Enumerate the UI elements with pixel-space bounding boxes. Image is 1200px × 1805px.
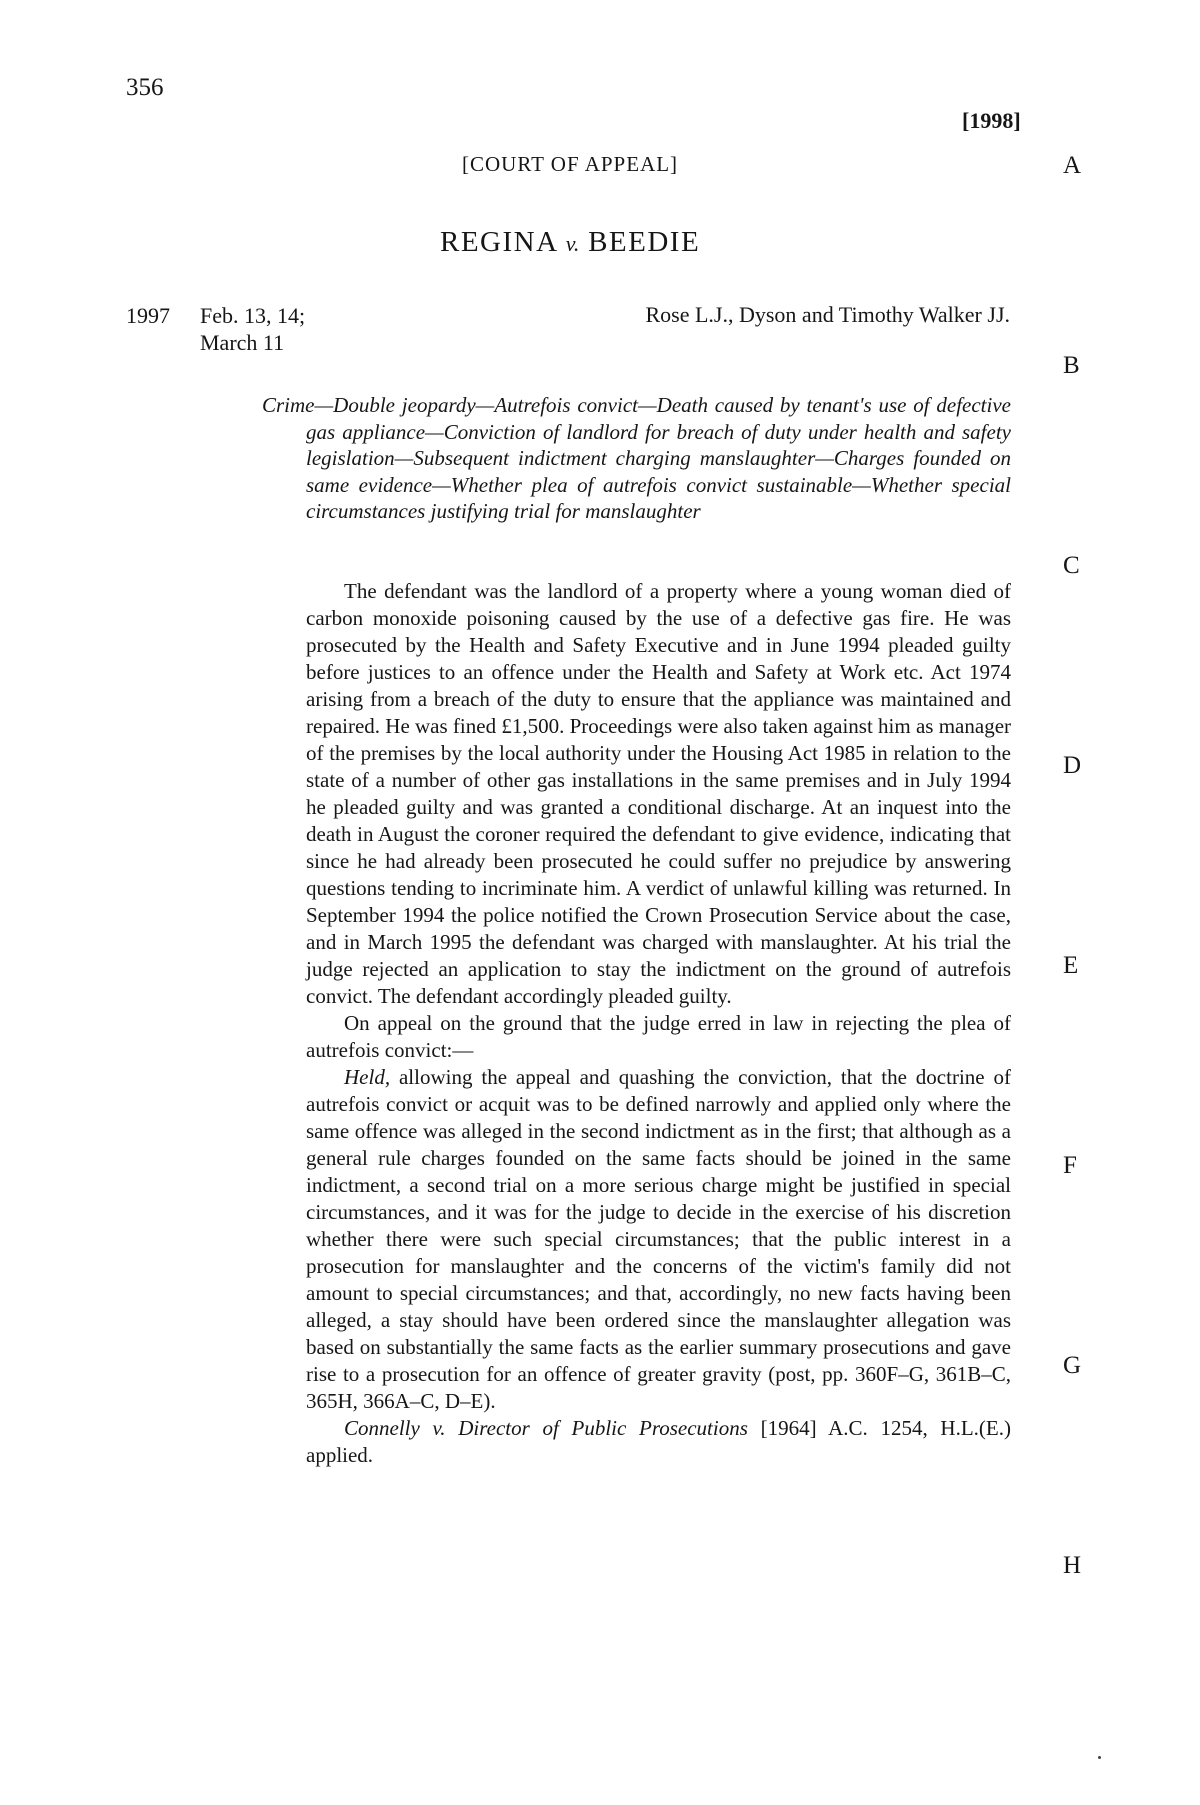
hearing-dates-line-2: March 11: [200, 330, 285, 355]
margin-letter-c: C: [1063, 552, 1080, 579]
hearing-year: 1997: [126, 303, 170, 328]
held-text: allowing the appeal and quashing the conviction, that the doctrine of autrefois convict or acquit was to be defined narrowly and applied only where the same offence was alleged in the second indictment as in the first; that although as a general rule charges founded on the same facts should be joined in the same indictment, a second trial on a more serious charge might be justified in special circumstances, and it was for the judge to decide in the exercise of his discretion whether there were such special circumstances; that the public interest in a prosecution for manslaughter and the concerns of the victim's family did not amount to special circumstances; and that, accordingly, no new facts having been alleged, a stay should have been ordered since the manslaughter allegation was based on substantially the same facts as the earlier summary prosecutions and gave rise to a prosecution for an offence of greater gravity (post, pp. 360F–G, 361B–C, 365H, 366A–C, D–E).: [306, 1065, 1011, 1413]
page-speck: [1098, 1756, 1101, 1759]
case-cited-ref: [1964] A.C. 1254, H.L.(E.) applied.: [306, 1416, 1011, 1467]
margin-letter-b: B: [1063, 352, 1080, 379]
case-title: [440, 226, 700, 259]
margin-letter-h: H: [1063, 1552, 1082, 1579]
case-party-b: BEEDIE: [588, 226, 701, 258]
report-year: [1998]: [962, 108, 1021, 133]
margin-letter-f: F: [1063, 1152, 1077, 1179]
margin-letter-d: D: [1063, 752, 1082, 779]
page-number: 356: [126, 74, 164, 101]
margin-letter-e: E: [1063, 952, 1079, 979]
headnote-held: [306, 1064, 1011, 1415]
case-cited-name: Connelly v. Director of Public Prosecutions: [344, 1416, 748, 1440]
headnote-facts: The defendant was the landlord of a property where a young woman died of carbon monoxide poisoning caused by the use of a defective gas fire. He was prosecuted by the Health and Safety Executive and in June 1994 pleaded guilty before justices to an offence under the Health and Safety at Work etc. Act 1974 arising from a breach of the duty to ensure that the appliance was maintained and repaired. He was fined £1,500. Proceedings were also taken against him as manager of the premises by the local authority under the Housing Act 1985 in relation to the state of a number of other gas installations in the same premises and in July 1994 he pleaded guilty and was granted a conditional discharge. At an inquest into the death in August the coroner required the defendant to give evidence, indicating that since he had already been prosecuted he could suffer no prejudice by answering questions tending to incriminate him. A verdict of unlawful killing was returned. In September 1994 the police notified the Crown Prosecution Service about the case, and in March 1995 the defendant was charged with manslaughter. At his trial the judge rejected an application to stay the indictment on the ground of autrefois convict. The defendant accordingly pleaded guilty.: [306, 579, 1012, 1008]
headnote: [306, 578, 1011, 1469]
catchwords-text: Crime—Double jeopardy—Autrefois convict—Death caused by tenant's use of defective gas appliance—Conviction of landlord for breach of duty under health and safety legislation—Subsequent indictment charging manslaughter—Charges founded on same evidence—Whether plea of autrefois convict sustainable—Whether special circumstances justifying trial for manslaughter: [262, 393, 1011, 523]
case-citation: [306, 1415, 1011, 1469]
catchwords: [262, 392, 1011, 525]
hearing-dates: [126, 302, 305, 356]
case-versus: v.: [565, 231, 580, 256]
hearing-dates-line-1: Feb. 13, 14;: [200, 303, 306, 328]
margin-letter-a: A: [1063, 152, 1082, 179]
headnote-appeal: On appeal on the ground that the judge erred in law in rejecting the plea of autrefois convict:—: [306, 1011, 1011, 1062]
margin-letter-g: G: [1063, 1352, 1082, 1379]
judges: Rose L.J., Dyson and Timothy Walker JJ.: [645, 302, 1010, 327]
case-party-a: REGINA: [440, 226, 557, 258]
held-label: Held,: [344, 1065, 391, 1089]
court-name: [COURT OF APPEAL]: [462, 152, 679, 176]
